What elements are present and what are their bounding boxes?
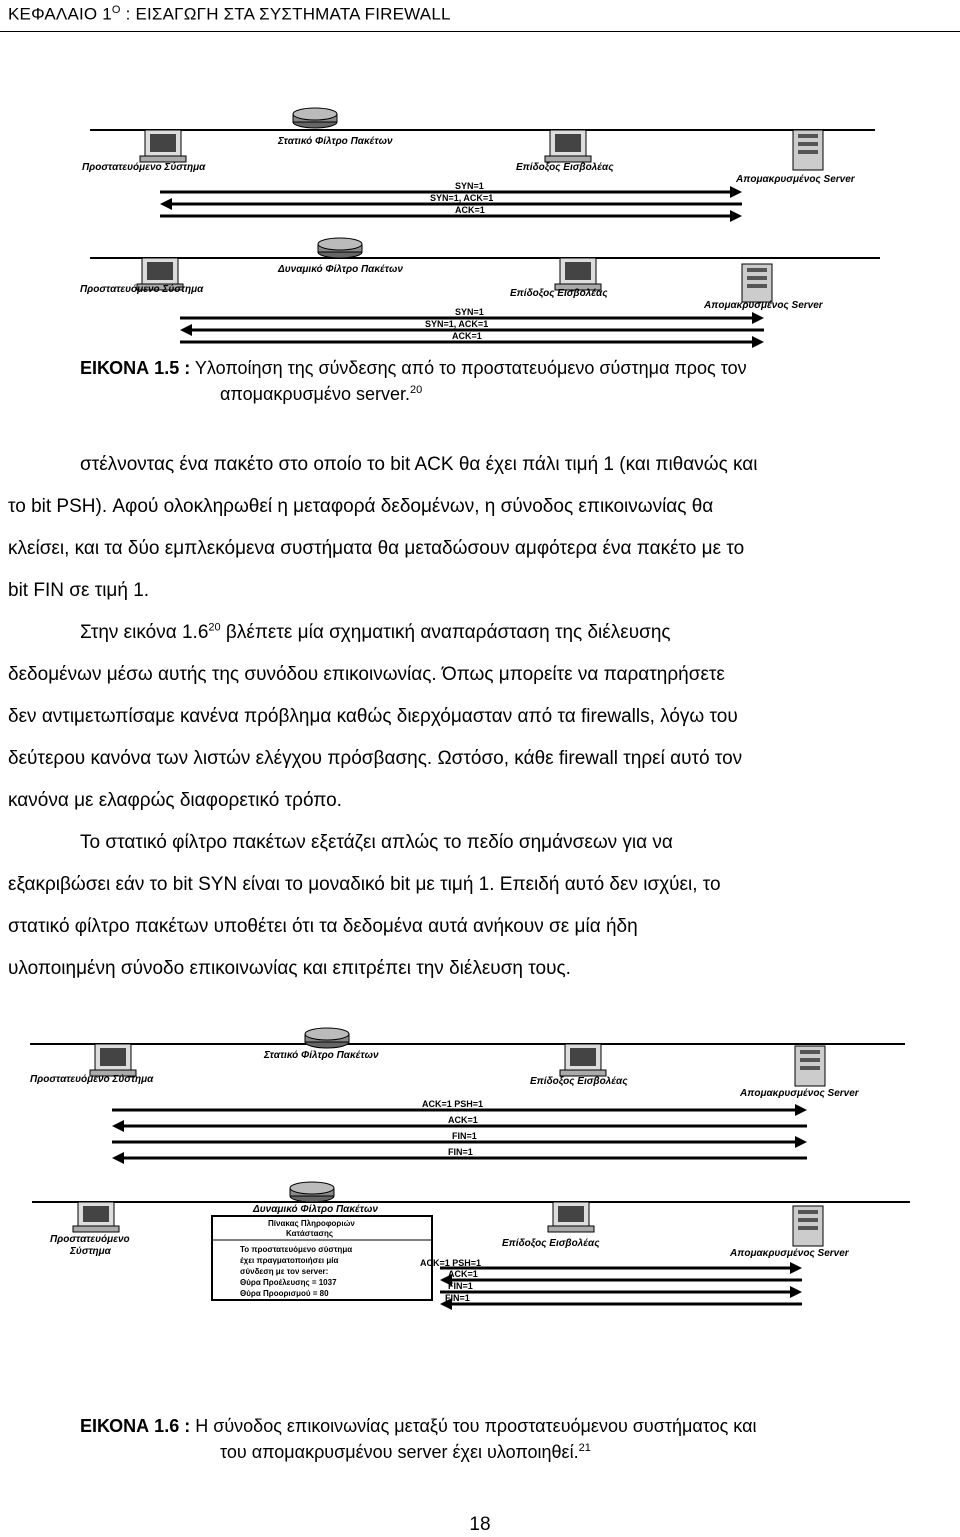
attacker-label: Επίδοξος Εισβολέας [530,1076,628,1087]
attacker-label: Επίδοξος Εισβολέας [516,162,614,173]
attacker-label: Επίδοξος Εισβολέας [510,288,608,299]
msg-syn: SYN=1 [455,307,484,317]
server-icon [793,130,823,170]
figure-1-6 [0,1010,960,1310]
computer-icon-protected [73,1202,119,1232]
server-icon [793,1206,823,1246]
static-filter-label: Στατικό Φίλτρο Πακέτων [278,136,393,147]
server-icon [795,1046,825,1086]
state-table-title: Πίνακας Πληροφοριών [268,1219,355,1228]
state-table-title: Κατάστασης [286,1229,334,1238]
computer-icon-attacker [545,130,591,162]
computer-icon-protected [140,130,186,162]
figure-1-6-caption [80,1413,756,1465]
msg-ack: ACK=1 [448,1115,478,1125]
computer-icon-attacker [555,258,601,290]
state-table-row: Θύρα Προέλευσης = 1037 [240,1278,337,1287]
caption-text: Η σύνοδος επικοινωνίας μεταξύ του προστατευόμενου συστήματος και [190,1416,757,1436]
figure-1-5 [0,100,960,350]
footnote-ref: 20 [208,621,221,634]
router-icon [290,1182,334,1202]
msg-ack: ACK=1 [448,1269,478,1279]
dynamic-filter-label: Δυναμικό Φίλτρο Πακέτων [278,264,403,275]
state-table-row: Θύρα Προορισμού = 80 [240,1289,329,1298]
figure-1-5-caption [80,355,747,407]
router-icon [305,1028,349,1048]
caption-text: απομακρυσμένο server. [220,384,410,404]
msg-ack: ACK=1 [455,205,485,215]
message-arrows-top [160,186,742,222]
remote-server-label: Απομακρυσμένος Server [704,300,823,311]
msg-syn-ack: SYN=1, ACK=1 [430,193,494,203]
computer-icon-attacker [548,1202,594,1232]
page-number: 18 [469,1514,491,1535]
protected-system-label: Προστατευόμενο [50,1234,130,1245]
caption-label: ΕΙΚΟΝΑ 1.5 : [80,358,191,378]
caption-text: Υλοποίηση της σύνδεσης από το προστατευόμενο σύστημα προς τον [190,358,747,378]
msg-ack: ACK=1 [452,331,482,341]
msg-ack-psh: ACK=1 PSH=1 [420,1258,482,1268]
router-icon [293,108,337,128]
protected-system-label: Προστατευόμενο Σύστημα [80,284,204,295]
protected-system-label: Προστατευόμενο Σύστημα [30,1074,154,1085]
body-text: στέλνοντας ένα πακέτο στο οποίο το bit ACK θα έχει πάλι τιμή 1 (και πιθανώς και το bit PSH). Αφού ολοκληρωθεί η μεταφορά δεδομένων, η σύνοδος επικοινωνίας θα κλείσει, και τα δύο εμπλεκόμενα συστήματα θα μεταδώσουν αμφότερα ένα πακέτο με το bit FIN σε τιμή 1. Στην εικόνα $1.6^{20}$ βλέπετε μία σχηματική αναπαράσταση της διέλευσης δεδομένων μέσω αυτής της συνόδου επικοινωνίας. Όπως μπορείτε να παρατηρήσετε δεν αντιμετωπίσαμε κανένα πρόβλημα καθώς διερχόμασταν από τα firewalls, λόγω του δεύτερου κανόνα των λιστών ελέγχου πρόσβασης. Ωστόσο, κάθε firewall τηρεί αυτό τον κανόνα με ελαφρώς διαφορετικό τρόπο. Το στατικό φίλτρο πακέτων εξετάζει απλώς το πεδίο σημάνσεων για να εξακριβώσει εάν το bit SYN είναι το μοναδικό bit με τιμή 1. Επειδή αυτό δεν ισχύει, το στατικό φίλτρο πακέτων υποθέτει ότι τα δεδομένα αυτά ανήκουν σε μία ήδη υλοποιημένη σύνοδο επικοινωνίας και επιτρέπει την διέλευση τους. [8,454,758,979]
figure-1-6-diagram [0,1010,960,1310]
computer-icon-protected [90,1044,136,1076]
header-rule [0,31,960,32]
message-arrows-bottom [180,312,764,348]
remote-server-label: Απομακρυσμένος Server [736,174,855,185]
computer-icon-attacker [560,1044,606,1076]
msg-syn-ack: SYN=1, ACK=1 [425,319,489,329]
msg-fin: FIN=1 [452,1131,477,1141]
msg-syn: SYN=1 [455,181,484,191]
remote-server-label: Απομακρυσμένος Server [740,1088,859,1099]
msg-ack-psh: ACK=1 PSH=1 [422,1099,484,1109]
footnote-ref: 20 [409,384,423,396]
msg-fin: FIN=1 [445,1293,470,1303]
running-header: ΚΕΦΑΛΑΙΟ $1^O$ : ΕΙΣΑΓΩΓΗ ΣΤΑ ΣΥΣΤΗΜΑΤΑ FIREWALL [8,4,451,24]
state-table-row: Το προστατευόμενο σύστημα [240,1245,353,1254]
dynamic-filter-label: Δυναμικό Φίλτρο Πακέτων [253,1204,378,1215]
protected-system-label: Προστατευόμενο Σύστημα [82,162,206,173]
attacker-label: Επίδοξος Εισβολέας [502,1238,600,1249]
msg-fin: FIN=1 [448,1147,473,1157]
remote-server-label: Απομακρυσμένος Server [730,1248,849,1259]
caption-text: του απομακρυσμένου server έχει υλοποιηθεί. [220,1442,579,1462]
footnote-ref: 21 [578,1442,591,1454]
caption-label: ΕΙΚΟΝΑ 1.6 : [80,1416,191,1436]
router-icon [318,238,362,258]
message-arrows-bottom [440,1262,802,1310]
server-icon [742,264,772,302]
state-table-row: έχει πραγματοποιήσει μία [240,1256,339,1265]
state-table-row: σύνδεση με τον server: [240,1267,329,1276]
static-filter-label: Στατικό Φίλτρο Πακέτων [264,1050,379,1061]
msg-fin: FIN=1 [448,1281,473,1291]
protected-system-label: Σύστημα [70,1246,111,1257]
figure-1-5-diagram [0,100,960,350]
